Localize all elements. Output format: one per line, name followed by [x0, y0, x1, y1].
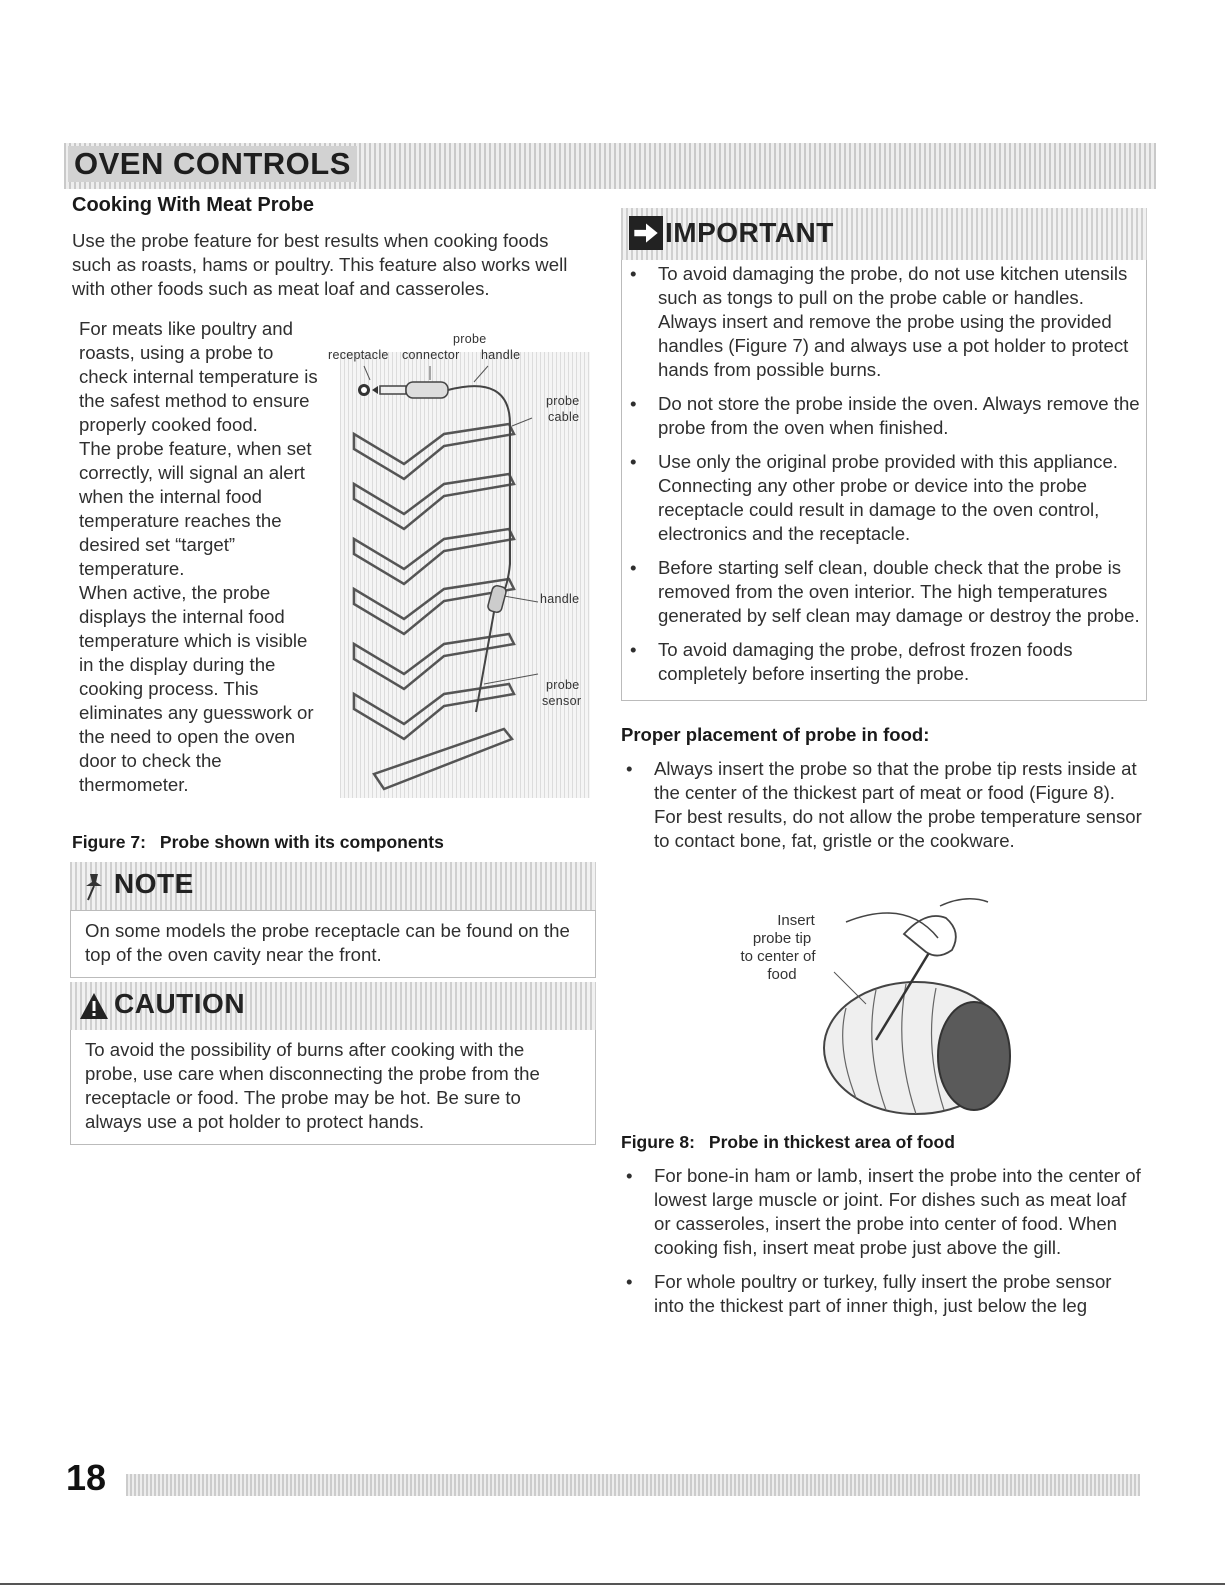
caution-text: To avoid the possibility of burns after cooking with the probe, use care when disconnecting the probe from the receptacle or food. The probe may be hot. Be sure to always use a pot holder to protect hands.	[70, 1030, 596, 1145]
important-item: • Before starting self clean, double check that the probe is removed from the oven interior. The high temperatures generated by self clean may damage or destroy the probe.	[622, 556, 1140, 628]
important-list	[622, 262, 1140, 686]
label-receptacle: receptacle	[328, 348, 389, 362]
label-handle-mid: handle	[540, 592, 580, 606]
pushpin-icon	[78, 870, 110, 902]
label-probe-sensor-1: probe	[546, 678, 580, 692]
warning-triangle-icon	[78, 990, 110, 1022]
label-probe-cable-2: cable	[548, 410, 580, 424]
figure-7-caption	[72, 832, 458, 853]
note-box	[70, 862, 596, 978]
caution-title: CAUTION	[114, 988, 246, 1019]
label-probe-cable-1: probe	[546, 394, 580, 408]
note-text: On some models the probe receptacle can be found on the top of the oven cavity near the front.	[70, 910, 596, 978]
label-probe-connector-top: probe	[453, 332, 487, 346]
fig8-label-4: food	[767, 966, 797, 983]
important-box	[621, 208, 1147, 701]
section-heading: Cooking With Meat Probe	[72, 194, 315, 216]
section-banner	[64, 143, 1156, 189]
placement-heading: Proper placement of probe in food:	[621, 724, 930, 745]
caution-box	[70, 982, 596, 1145]
figure-7-number: Figure 7:	[72, 832, 146, 852]
label-probe-connector-bottom: connector	[402, 348, 460, 362]
footer-bar	[126, 1474, 1140, 1496]
placement-item: • For whole poultry or turkey, fully insert the probe sensor into the thickest part of inner thigh, just below the leg	[618, 1270, 1143, 1318]
figure-8-caption	[621, 1132, 969, 1153]
figure-7-title: Probe shown with its components	[159, 832, 444, 852]
important-item: • Use only the original probe provided with this appliance. Connecting any other probe or device into the probe receptacle could result in damage to the oven control, electronics and the receptacle.	[622, 450, 1140, 546]
label-handle-top: handle	[481, 348, 521, 362]
important-body	[621, 260, 1147, 701]
important-item: • Do not store the probe inside the oven. Always remove the probe from the oven when finished.	[622, 392, 1140, 440]
page-number: 18	[66, 1457, 107, 1498]
fig8-label-3: to center of	[740, 948, 816, 965]
figure-7-probe-diagram	[328, 332, 604, 814]
section-title: OVEN CONTROLS	[68, 146, 357, 182]
figure-8-title: Probe in thickest area of food	[708, 1132, 955, 1152]
fig8-label-1: Insert	[777, 912, 815, 929]
note-header	[70, 862, 596, 910]
note-title: NOTE	[114, 868, 194, 899]
more-placement-list	[618, 1164, 1143, 1328]
fig8-label-2: probe tip	[752, 930, 812, 947]
important-title: IMPORTANT	[665, 217, 834, 248]
intro-paragraph: Use the probe feature for best results when cooking foods such as roasts, hams or poultry. This feature also works well with other foods such as meat loaf and casseroles.	[72, 230, 568, 299]
caution-header	[70, 982, 596, 1030]
label-probe-sensor-2: sensor	[542, 694, 582, 708]
important-header	[621, 208, 1147, 260]
important-item: • To avoid damaging the probe, do not use kitchen utensils such as tongs to pull on the probe cable or handles. Always insert and remove the probe using the provided handles (Figure 7) and always use a pot holder to protect hands from possible burns.	[622, 262, 1140, 382]
important-item: • To avoid damaging the probe, defrost frozen foods completely before inserting the probe.	[622, 638, 1140, 686]
probe-description: For meats like poultry and roasts, using a probe to check internal temperature is the safest method to ensure properly cooked food. The probe feature, when set correctly, will signal an alert when the internal food temperature reaches the desired set “target” temperature. When active, the probe displays the internal food temperature which is visible in the display during the cooking process. This eliminates any guesswork or the need to open the oven door to check the thermometer.	[79, 318, 318, 795]
arrow-right-icon	[629, 216, 663, 250]
figure-8-illustration	[726, 898, 1026, 1130]
placement-list	[618, 757, 1143, 863]
placement-item: • For bone-in ham or lamb, insert the probe into the center of lowest large muscle or joint. For dishes such as meat loaf or casseroles, insert the probe into center of food. When cooking fish, insert meat probe just above the gill.	[618, 1164, 1143, 1260]
placement-item: • Always insert the probe so that the probe tip rests inside at the center of the thickest part of meat or food (Figure 8). For best results, do not allow the probe temperature sensor to contact bone, fat, gristle or the cookware.	[618, 757, 1143, 853]
figure-8-number: Figure 8:	[621, 1132, 695, 1152]
